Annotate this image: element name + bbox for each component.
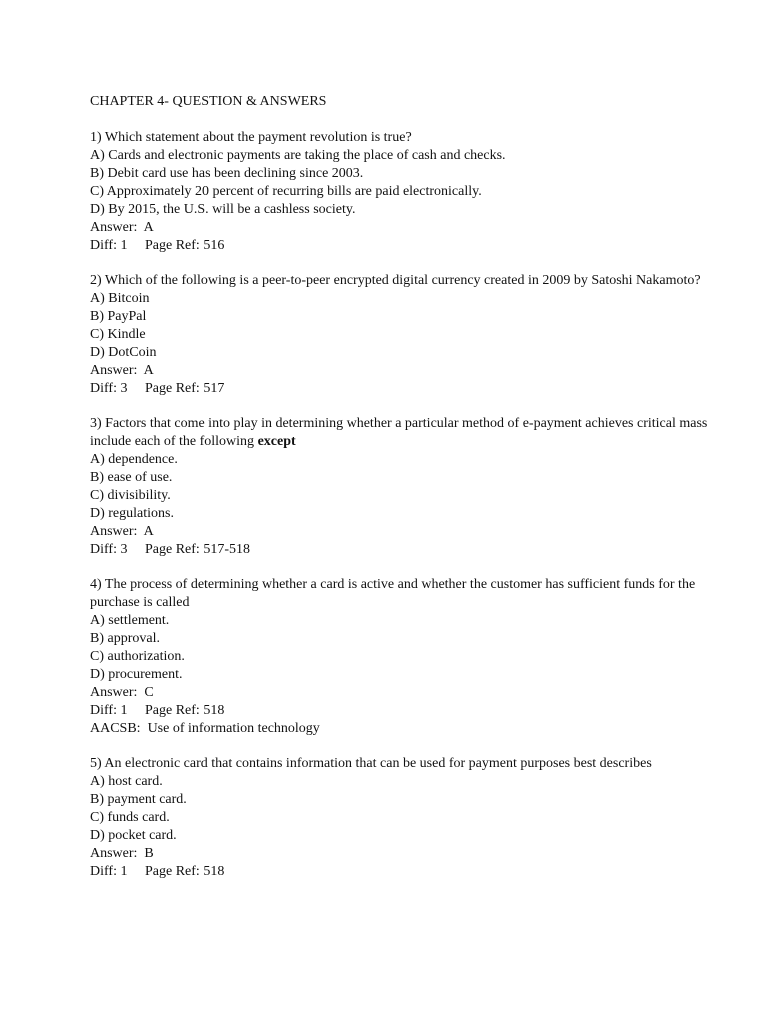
option-c: C) Kindle: [90, 327, 146, 342]
question-emphasis: except: [257, 434, 296, 449]
answer-line: Answer: B: [90, 846, 154, 861]
question-text: 2) Which of the following is a peer-to-peer encrypted digital currency created in 2009 by Satoshi Nakamoto?: [90, 273, 701, 288]
question-block: [90, 415, 710, 559]
question-block: [90, 576, 710, 738]
option-b: B) PayPal: [90, 309, 147, 324]
question-text: 1) Which statement about the payment revolution is true?: [90, 130, 412, 145]
document-page: [90, 93, 710, 898]
difficulty: Diff: 3: [90, 542, 128, 557]
answer-line: Answer: A: [90, 363, 154, 378]
option-c: C) funds card.: [90, 810, 170, 825]
question-block: [90, 129, 710, 255]
option-d: D) procurement.: [90, 667, 183, 682]
option-d: D) regulations.: [90, 506, 174, 521]
option-a: A) host card.: [90, 774, 163, 789]
option-b: B) payment card.: [90, 792, 187, 807]
question-text-main: 3) Factors that come into play in determining whether a particular method of e-payment achieves critical mass include each of the following: [90, 416, 708, 449]
option-a: A) Bitcoin: [90, 291, 150, 306]
page-reference: Page Ref: 516: [145, 238, 225, 253]
difficulty: Diff: 3: [90, 381, 128, 396]
page-reference: Page Ref: 517-518: [145, 542, 250, 557]
option-a: A) dependence.: [90, 452, 178, 467]
difficulty: Diff: 1: [90, 703, 128, 718]
difficulty-row: [90, 237, 710, 255]
difficulty-row: [90, 702, 710, 720]
answer-line: Answer: A: [90, 220, 154, 235]
question-text: 5) An electronic card that contains information that can be used for payment purposes best describes: [90, 756, 652, 771]
option-c: C) authorization.: [90, 649, 185, 664]
difficulty-row: [90, 863, 710, 881]
page-reference: Page Ref: 518: [145, 864, 225, 879]
option-c: C) Approximately 20 percent of recurring bills are paid electronically.: [90, 184, 482, 199]
question-block: [90, 272, 710, 398]
question-block: [90, 755, 710, 881]
option-b: B) ease of use.: [90, 470, 173, 485]
option-c: C) divisibility.: [90, 488, 171, 503]
difficulty: Diff: 1: [90, 864, 128, 879]
question-text: 4) The process of determining whether a card is active and whether the customer has sufficient funds for the purchase is called: [90, 577, 696, 610]
difficulty-row: [90, 380, 710, 398]
answer-line: Answer: A: [90, 524, 154, 539]
option-a: A) settlement.: [90, 613, 170, 628]
option-d: D) DotCoin: [90, 345, 157, 360]
option-d: D) pocket card.: [90, 828, 177, 843]
question-text: [90, 415, 710, 451]
option-a: A) Cards and electronic payments are taking the place of cash and checks.: [90, 148, 506, 163]
option-d: D) By 2015, the U.S. will be a cashless society.: [90, 202, 356, 217]
page-reference: Page Ref: 518: [145, 703, 225, 718]
option-b: B) approval.: [90, 631, 160, 646]
option-b: B) Debit card use has been declining since 2003.: [90, 166, 364, 181]
answer-line: Answer: C: [90, 685, 154, 700]
page-reference: Page Ref: 517: [145, 381, 225, 396]
difficulty: Diff: 1: [90, 238, 128, 253]
difficulty-row: [90, 541, 710, 559]
aacsb-line: AACSB: Use of information technology: [90, 721, 320, 736]
chapter-title: CHAPTER 4- QUESTION & ANSWERS: [90, 94, 327, 109]
